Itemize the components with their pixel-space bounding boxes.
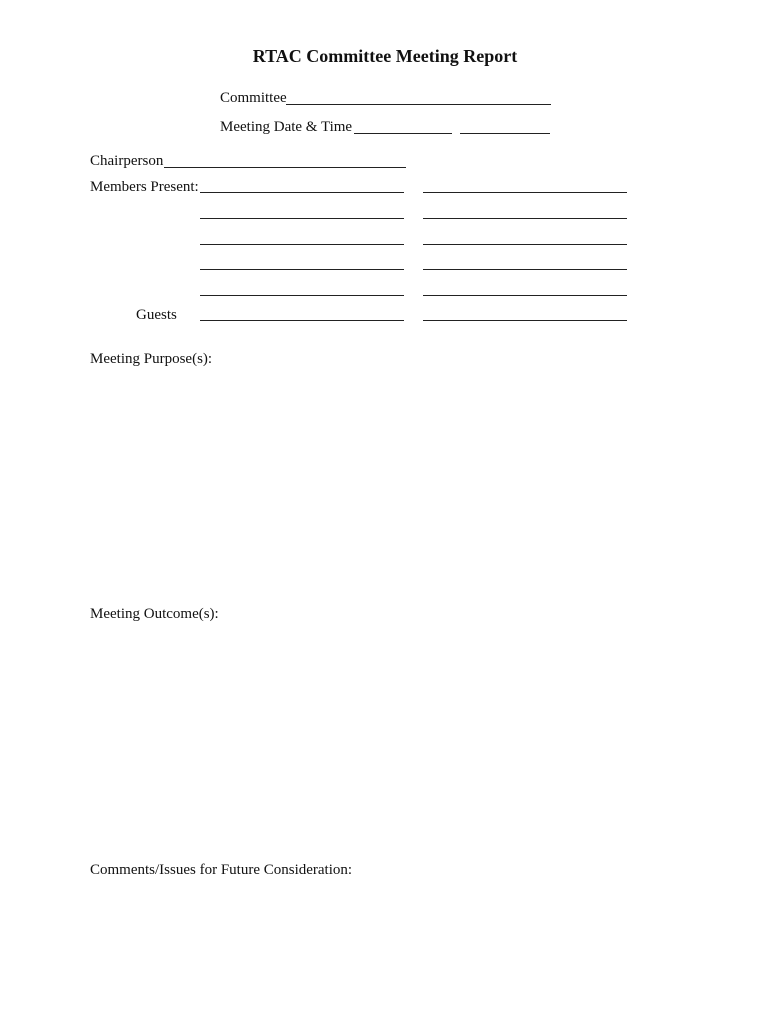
- meeting-date-input-line[interactable]: [354, 133, 452, 134]
- chairperson-input-line[interactable]: [164, 167, 406, 168]
- guest-input-line[interactable]: [423, 320, 627, 321]
- member-input-line[interactable]: [423, 192, 627, 193]
- committee-label: Committee: [220, 90, 287, 106]
- meeting-purposes-area[interactable]: [90, 372, 680, 592]
- member-input-line[interactable]: [200, 218, 404, 219]
- member-input-line[interactable]: [423, 269, 627, 270]
- member-input-line[interactable]: [423, 218, 627, 219]
- committee-input-line[interactable]: [286, 104, 551, 105]
- member-input-line[interactable]: [200, 244, 404, 245]
- member-input-line[interactable]: [200, 192, 404, 193]
- page-title: RTAC Committee Meeting Report: [252, 46, 518, 66]
- member-input-line[interactable]: [200, 295, 404, 296]
- meeting-date-time-label: Meeting Date & Time: [220, 119, 353, 135]
- member-input-line[interactable]: [423, 244, 627, 245]
- members-present-label: Members Present:: [90, 179, 199, 195]
- guests-label: Guests: [136, 307, 177, 323]
- comments-label: Comments/Issues for Future Consideration:: [90, 862, 353, 878]
- meeting-outcomes-label: Meeting Outcome(s):: [90, 606, 219, 622]
- comments-area[interactable]: [90, 883, 680, 1003]
- member-input-line[interactable]: [200, 269, 404, 270]
- chairperson-label: Chairperson: [90, 153, 164, 169]
- meeting-outcomes-area[interactable]: [90, 627, 680, 847]
- meeting-purposes-label: Meeting Purpose(s):: [90, 351, 213, 367]
- meeting-time-input-line[interactable]: [460, 133, 550, 134]
- member-input-line[interactable]: [423, 295, 627, 296]
- guest-input-line[interactable]: [200, 320, 404, 321]
